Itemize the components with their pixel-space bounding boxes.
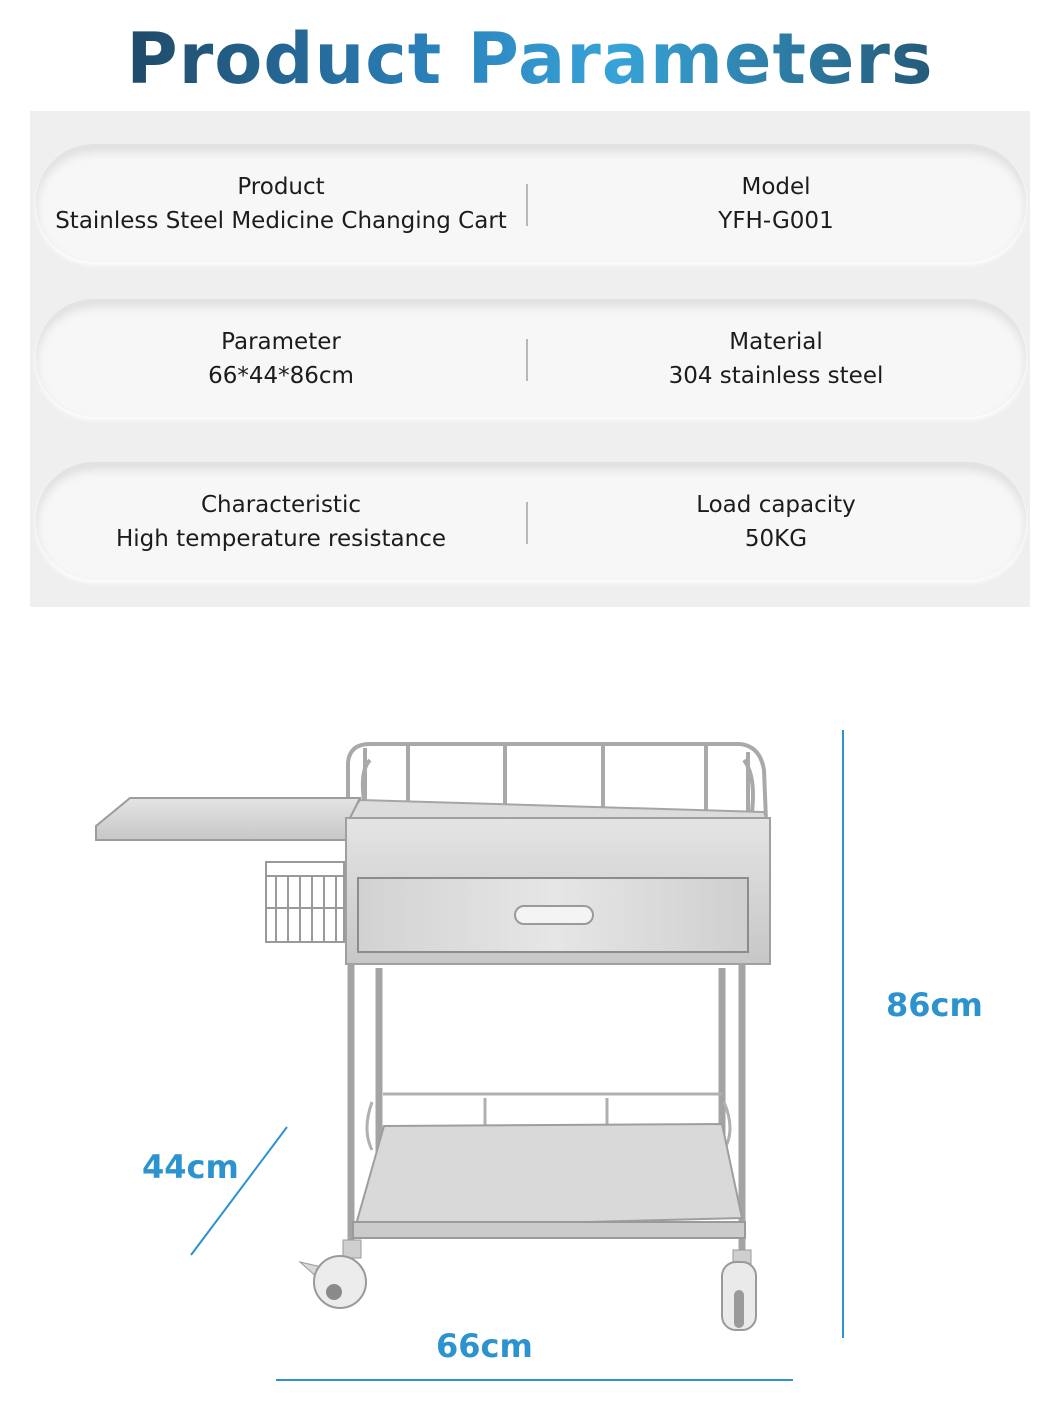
param-label: Load capacity bbox=[696, 492, 856, 518]
param-value: High temperature resistance bbox=[116, 526, 446, 552]
caster-front-right bbox=[722, 1250, 756, 1330]
param-label: Characteristic bbox=[201, 492, 361, 518]
depth-dimension-label: 44cm bbox=[142, 1148, 239, 1186]
param-cell-load-capacity bbox=[526, 464, 1026, 580]
param-value: Stainless Steel Medicine Changing Cart bbox=[55, 208, 507, 234]
param-value: 50KG bbox=[744, 526, 808, 552]
param-label: Product bbox=[237, 174, 325, 200]
width-dimension-label: 66cm bbox=[436, 1327, 533, 1365]
page-title: Product Parameters bbox=[0, 18, 1060, 100]
side-shelf bbox=[96, 798, 360, 840]
caster-front-left bbox=[300, 1240, 366, 1308]
param-cell-material bbox=[526, 301, 1026, 417]
param-row-product bbox=[36, 144, 1026, 262]
parameters-panel bbox=[30, 111, 1030, 607]
param-cell-characteristic bbox=[36, 464, 526, 580]
param-label: Model bbox=[741, 174, 811, 200]
bottom-tray bbox=[355, 1124, 742, 1228]
param-cell-model bbox=[526, 146, 1026, 262]
param-value: 66*44*86cm bbox=[208, 363, 354, 389]
param-label: Material bbox=[729, 329, 823, 355]
depth-dimension-line bbox=[191, 1127, 287, 1255]
height-dimension-label: 86cm bbox=[886, 986, 983, 1024]
param-value: YFH-G001 bbox=[718, 208, 834, 234]
wire-basket bbox=[266, 862, 344, 942]
param-label: Parameter bbox=[221, 329, 341, 355]
param-cell-product bbox=[36, 146, 526, 262]
param-row-characteristic bbox=[36, 462, 1026, 580]
param-value: 304 stainless steel bbox=[668, 363, 884, 389]
param-row-parameter bbox=[36, 299, 1026, 417]
param-cell-parameter bbox=[36, 301, 526, 417]
drawer-handle bbox=[515, 906, 593, 924]
